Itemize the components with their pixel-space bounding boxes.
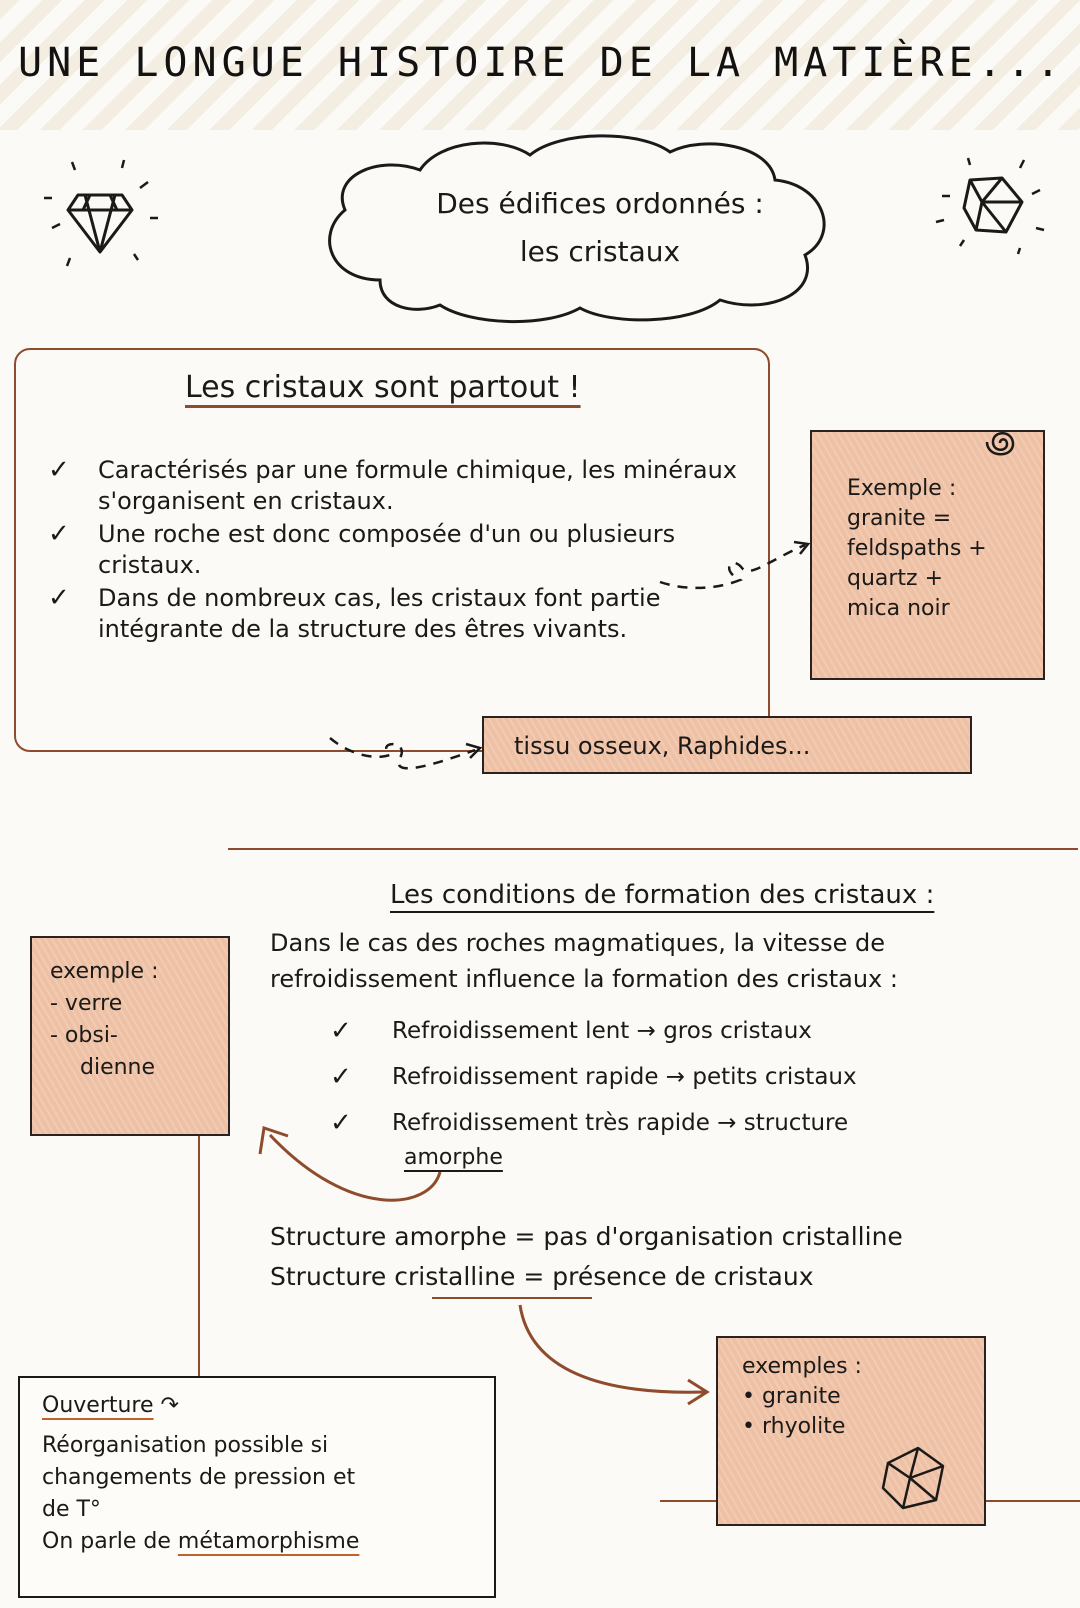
example-line: quartz + — [847, 566, 944, 591]
list-item: ✓ Caractérisés par une formule chimique, les minéraux s'organisent en cristaux. — [48, 455, 737, 515]
check-icon: ✓ — [48, 455, 70, 485]
ouverture-line: Réorganisation possible si — [42, 1433, 329, 1458]
arrow-icon: ↷ — [160, 1393, 179, 1418]
check-icon: ✓ — [48, 583, 70, 613]
living-example-box: tissu osseux, Raphides... — [482, 716, 972, 774]
diamond-icon — [40, 150, 160, 270]
line-right-of-example — [986, 1500, 1080, 1502]
section2-intro: Dans le cas des roches magmatiques, la vitesse de refroidissement influence la formation des cristaux : — [270, 929, 898, 993]
ouverture-line: changements de pression et — [42, 1465, 356, 1490]
example-label: exemple : — [50, 959, 159, 984]
section1-bullets — [40, 455, 740, 647]
ouverture-label: Ouverture — [42, 1393, 154, 1418]
amorphous-example-box — [30, 936, 230, 1136]
definition-amorphe: Structure amorphe = pas d'organisation cristalline — [270, 1222, 903, 1251]
divider-line — [228, 848, 1078, 850]
metamorphisme-term: métamorphisme — [177, 1529, 360, 1554]
ouverture-box — [18, 1376, 496, 1598]
check-icon: ✓ — [48, 519, 70, 549]
example-line: - verre — [50, 991, 123, 1016]
example-line: • granite — [742, 1384, 841, 1409]
example-line: feldspaths + — [847, 536, 987, 561]
section1-heading: Les cristaux sont partout ! — [185, 370, 581, 405]
section2-heading: Les conditions de formation des cristaux : — [390, 880, 935, 910]
cloud-line-2: les cristaux — [519, 235, 681, 268]
list-item: ✓ Dans de nombreux cas, les cristaux font partie intégrante de la structure des êtres vivants. — [48, 583, 661, 643]
crystal-icon — [868, 1438, 958, 1518]
page-title: UNE LONGUE HISTOIRE DE LA MATIÈRE... — [18, 40, 1065, 86]
arrow-to-amorphous — [230, 1120, 460, 1220]
arrow-to-crystalline-example — [510, 1300, 720, 1420]
example-line: - obsi- — [50, 1023, 118, 1048]
list-item: ✓ Refroidissement très rapide → structure — [330, 1100, 857, 1146]
example-line: dienne — [80, 1055, 156, 1080]
example-line: mica noir — [847, 596, 950, 621]
example-line: • rhyolite — [742, 1414, 846, 1439]
ouverture-line: On parle de métamorphisme — [42, 1529, 360, 1554]
list-item: ✓ Refroidissement lent → gros cristaux — [330, 1008, 857, 1054]
example-label: Exemple : — [847, 476, 957, 501]
check-icon: ✓ — [330, 1016, 352, 1046]
ouverture-line: de T° — [42, 1497, 101, 1522]
amorphe-word: amorphe — [404, 1145, 503, 1170]
list-item: ✓ Refroidissement rapide → petits cristaux — [330, 1054, 857, 1100]
dashed-arrow-example — [650, 530, 820, 600]
cristalline-underline — [432, 1297, 592, 1299]
definition-cristalline: Structure cristalline = présence de cristaux — [270, 1262, 814, 1291]
crystal-icon — [920, 150, 1060, 260]
line-left-of-example — [660, 1500, 716, 1502]
check-icon: ✓ — [330, 1062, 352, 1092]
example-label: exemples : — [742, 1354, 862, 1379]
spiral-icon — [975, 418, 1025, 468]
list-item: ✓ Une roche est donc composée d'un ou plusieurs cristaux. — [48, 519, 676, 579]
cloud-line-1: Des édifices ordonnés : — [436, 187, 764, 220]
cloud-heading — [350, 180, 850, 276]
check-icon: ✓ — [330, 1108, 352, 1138]
connector-line — [198, 1136, 200, 1376]
crystalline-example-box — [716, 1336, 986, 1526]
dashed-arrow-living — [300, 730, 490, 800]
example-line: granite = — [847, 506, 952, 531]
